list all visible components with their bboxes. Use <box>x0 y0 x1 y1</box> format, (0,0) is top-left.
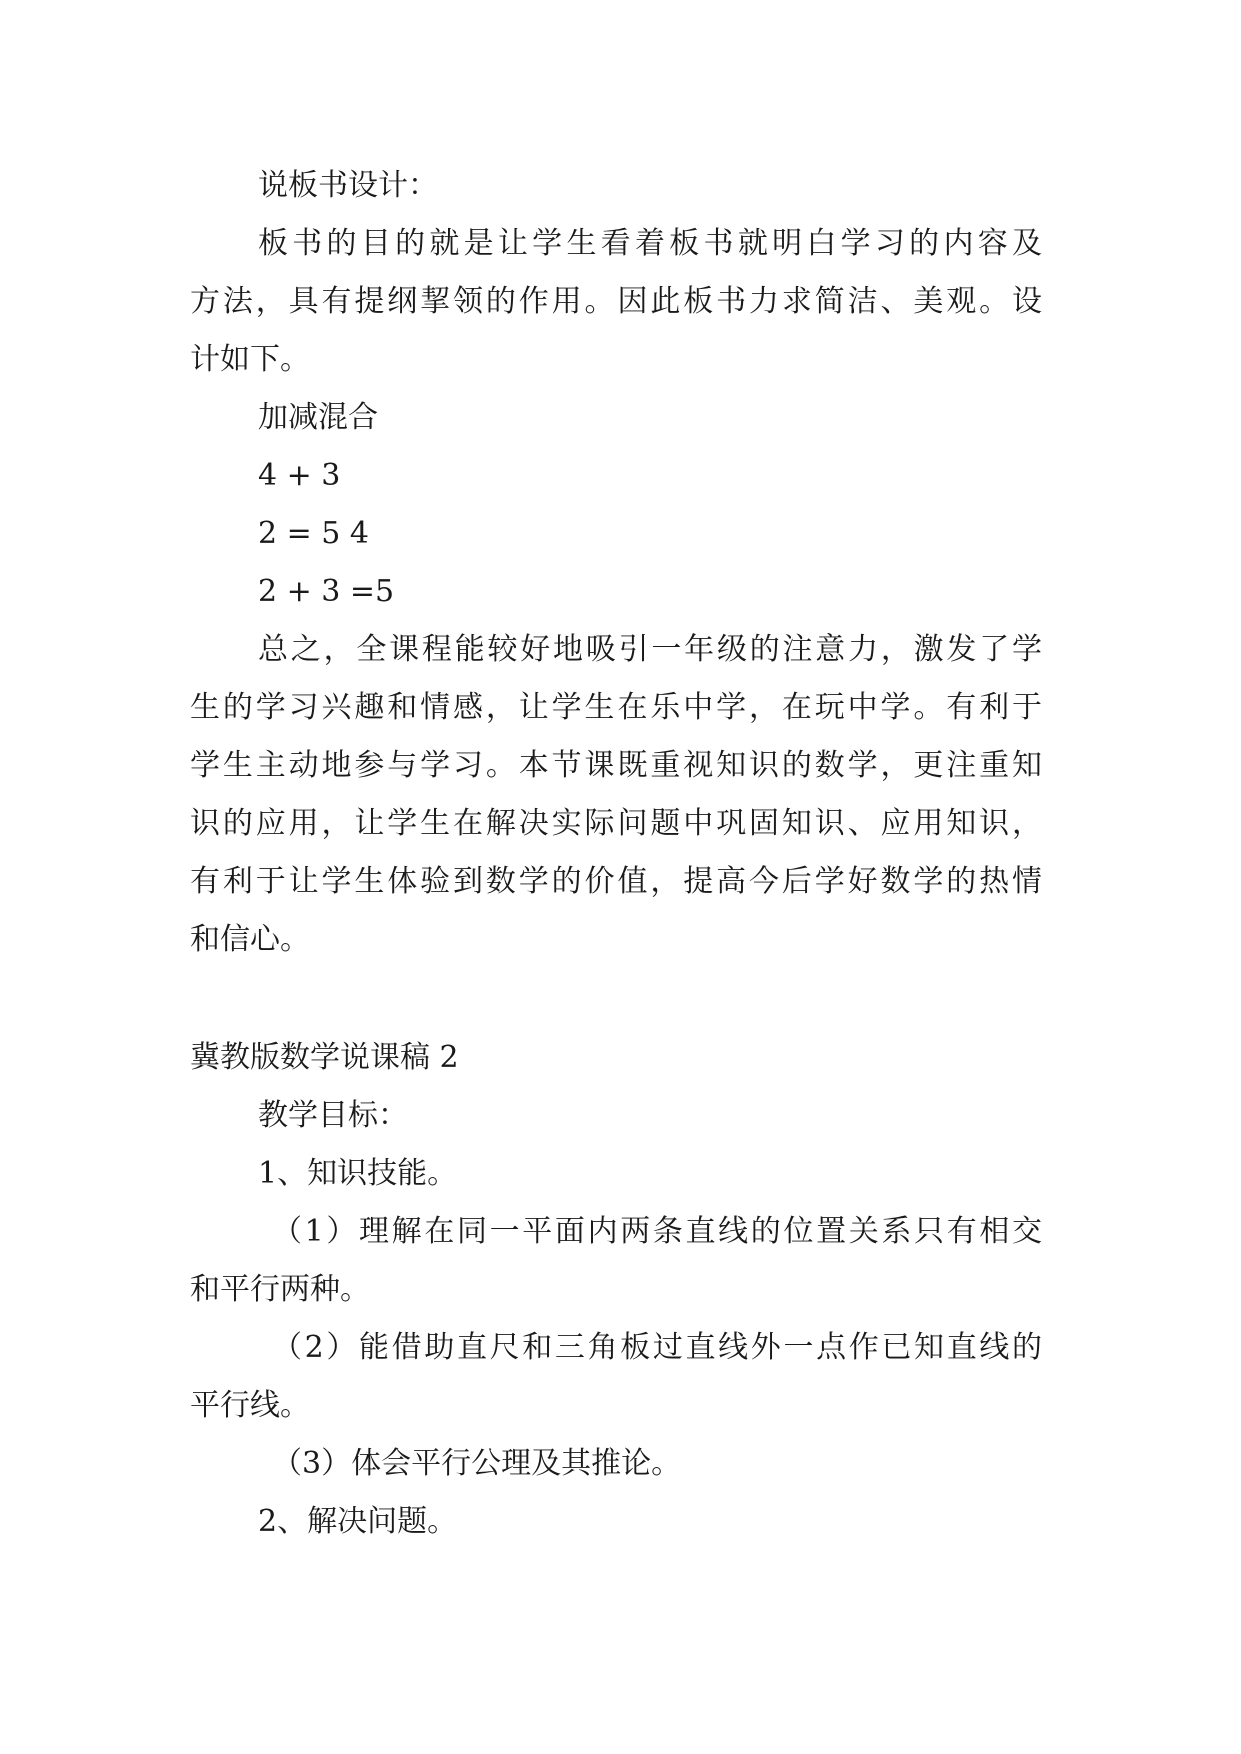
paragraph-line: 板书的目的就是让学生看着板书就明白学习的内容及 <box>258 226 1042 261</box>
paragraph-line: 总之，全课程能较好地吸引一年级的注意力，激发了学 <box>258 632 1042 667</box>
sub-item-line: （2）能借助直尺和三角板过直线外一点作已知直线的 <box>272 1330 1042 1365</box>
paragraph-line: 识的应用，让学生在解决实际问题中巩固知识、应用知识， <box>190 806 1042 841</box>
sub-item-line: 平行线。 <box>190 1388 310 1423</box>
paragraph-line: 和信心。 <box>190 922 310 957</box>
sub-item-line: （3）体会平行公理及其推论。 <box>272 1446 682 1481</box>
board-equation: 2 + 3 =5 <box>258 574 395 609</box>
paragraph-line: 有利于让学生体验到数学的价值，提高今后学好数学的热情 <box>190 864 1042 899</box>
paragraph-line: 方法，具有提纲挈领的作用。因此板书力求简洁、美观。设 <box>190 284 1042 319</box>
board-equation: 2 = 5 4 <box>258 516 370 551</box>
paragraph-line: 生的学习兴趣和情感，让学生在乐中学，在玩中学。有利于 <box>190 690 1042 725</box>
goals-heading: 教学目标： <box>258 1098 408 1133</box>
sub-item-line: 和平行两种。 <box>190 1272 370 1307</box>
board-design-heading: 说板书设计： <box>258 168 438 203</box>
board-title: 加减混合 <box>258 400 378 435</box>
board-equation: 4 + 3 <box>258 458 341 493</box>
paragraph-line: 计如下。 <box>190 342 310 377</box>
section-title: 冀教版数学说课稿 2 <box>190 1040 459 1075</box>
sub-item-line: （1）理解在同一平面内两条直线的位置关系只有相交 <box>272 1214 1042 1249</box>
paragraph-line: 学生主动地参与学习。本节课既重视知识的数学，更注重知 <box>190 748 1042 783</box>
list-item: 1、知识技能。 <box>258 1156 458 1191</box>
list-item: 2、解决问题。 <box>258 1504 458 1539</box>
